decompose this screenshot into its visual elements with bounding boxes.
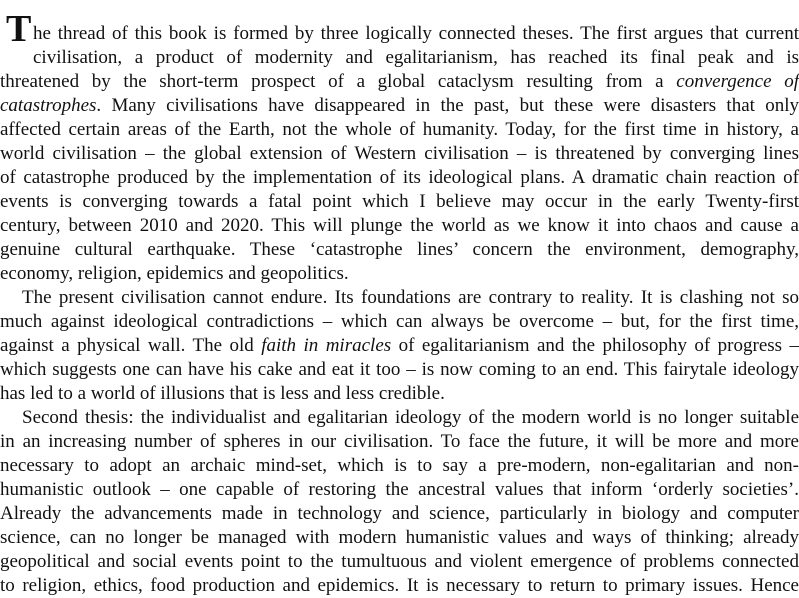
text-line: science, can no longer be managed with modern humanistic values and ways of thinking; already bbox=[0, 527, 799, 548]
text-line: century, between 2010 and 2020. This will plunge the world as we know it into chaos and cause a bbox=[0, 215, 799, 236]
text-line: he thread of this book is formed by three logically connected theses. The first argues that current bbox=[33, 23, 799, 44]
text-line: much against ideological contradictions – which can always be overcome – but, for the first time, bbox=[0, 311, 799, 332]
drop-cap: T bbox=[6, 8, 32, 50]
text-line: events is converging towards a fatal point which I believe may occur in the early Twenty-first bbox=[0, 191, 799, 212]
italic-phrase: convergence of bbox=[676, 71, 799, 92]
text-line: against a physical wall. The old faith in miracles of egalitarianism and the philosophy of progress – bbox=[0, 335, 799, 356]
text-line: which suggests one can have his cake and eat it too – is now coming to an end. This fairytale ideology bbox=[0, 359, 799, 380]
italic-phrase: faith in miracles bbox=[261, 335, 392, 356]
text-line: necessary to adopt an archaic mind-set, which is to say a pre-modern, non-egalitarian and non- bbox=[0, 455, 799, 476]
text-line: humanistic outlook – one capable of restoring the ancestral values that inform ‘orderly societies’. bbox=[0, 479, 799, 500]
italic-phrase: catastrophes bbox=[0, 95, 97, 116]
text-line: affected certain areas of the Earth, not the whole of humanity. Today, for the first time in history, a bbox=[0, 119, 799, 140]
text-line: world civilisation – the global extension of Western civilisation – is threatened by converging lines bbox=[0, 143, 799, 164]
text-line: has led to a world of illusions that is less and less credible. bbox=[0, 383, 445, 404]
text-line: Second thesis: the individualist and egalitarian ideology of the modern world is no longer suitable bbox=[22, 407, 799, 428]
text-line: in an increasing number of spheres in our civilisation. To face the future, it will be more and more bbox=[0, 431, 799, 452]
text-line: catastrophes. Many civilisations have disappeared in the past, but these were disasters that only bbox=[0, 95, 799, 116]
text-line: to religion, ethics, food production and epidemics. It is necessary to return to primary issues. Hence bbox=[0, 575, 799, 596]
text-line: of catastrophe produced by the implementation of its ideological plans. A dramatic chain reaction of bbox=[0, 167, 799, 188]
text-line: economy, religion, epidemics and geopolitics. bbox=[0, 263, 349, 284]
text-line: The present civilisation cannot endure. Its foundations are contrary to reality. It is clashing not so bbox=[22, 287, 799, 308]
text-line: geopolitical and social events point to the tumultuous and violent emergence of problems connected bbox=[0, 551, 799, 572]
text-line: threatened by the short-term prospect of a global cataclysm resulting from a convergence of bbox=[0, 71, 799, 92]
text-line: genuine cultural earthquake. These ‘catastrophe lines’ concern the environment, demography, bbox=[0, 239, 799, 260]
text-line: Already the advancements made in technology and science, particularly in biology and computer bbox=[0, 503, 799, 524]
text-line: civilisation, a product of modernity and egalitarianism, has reached its final peak and is bbox=[33, 47, 799, 68]
